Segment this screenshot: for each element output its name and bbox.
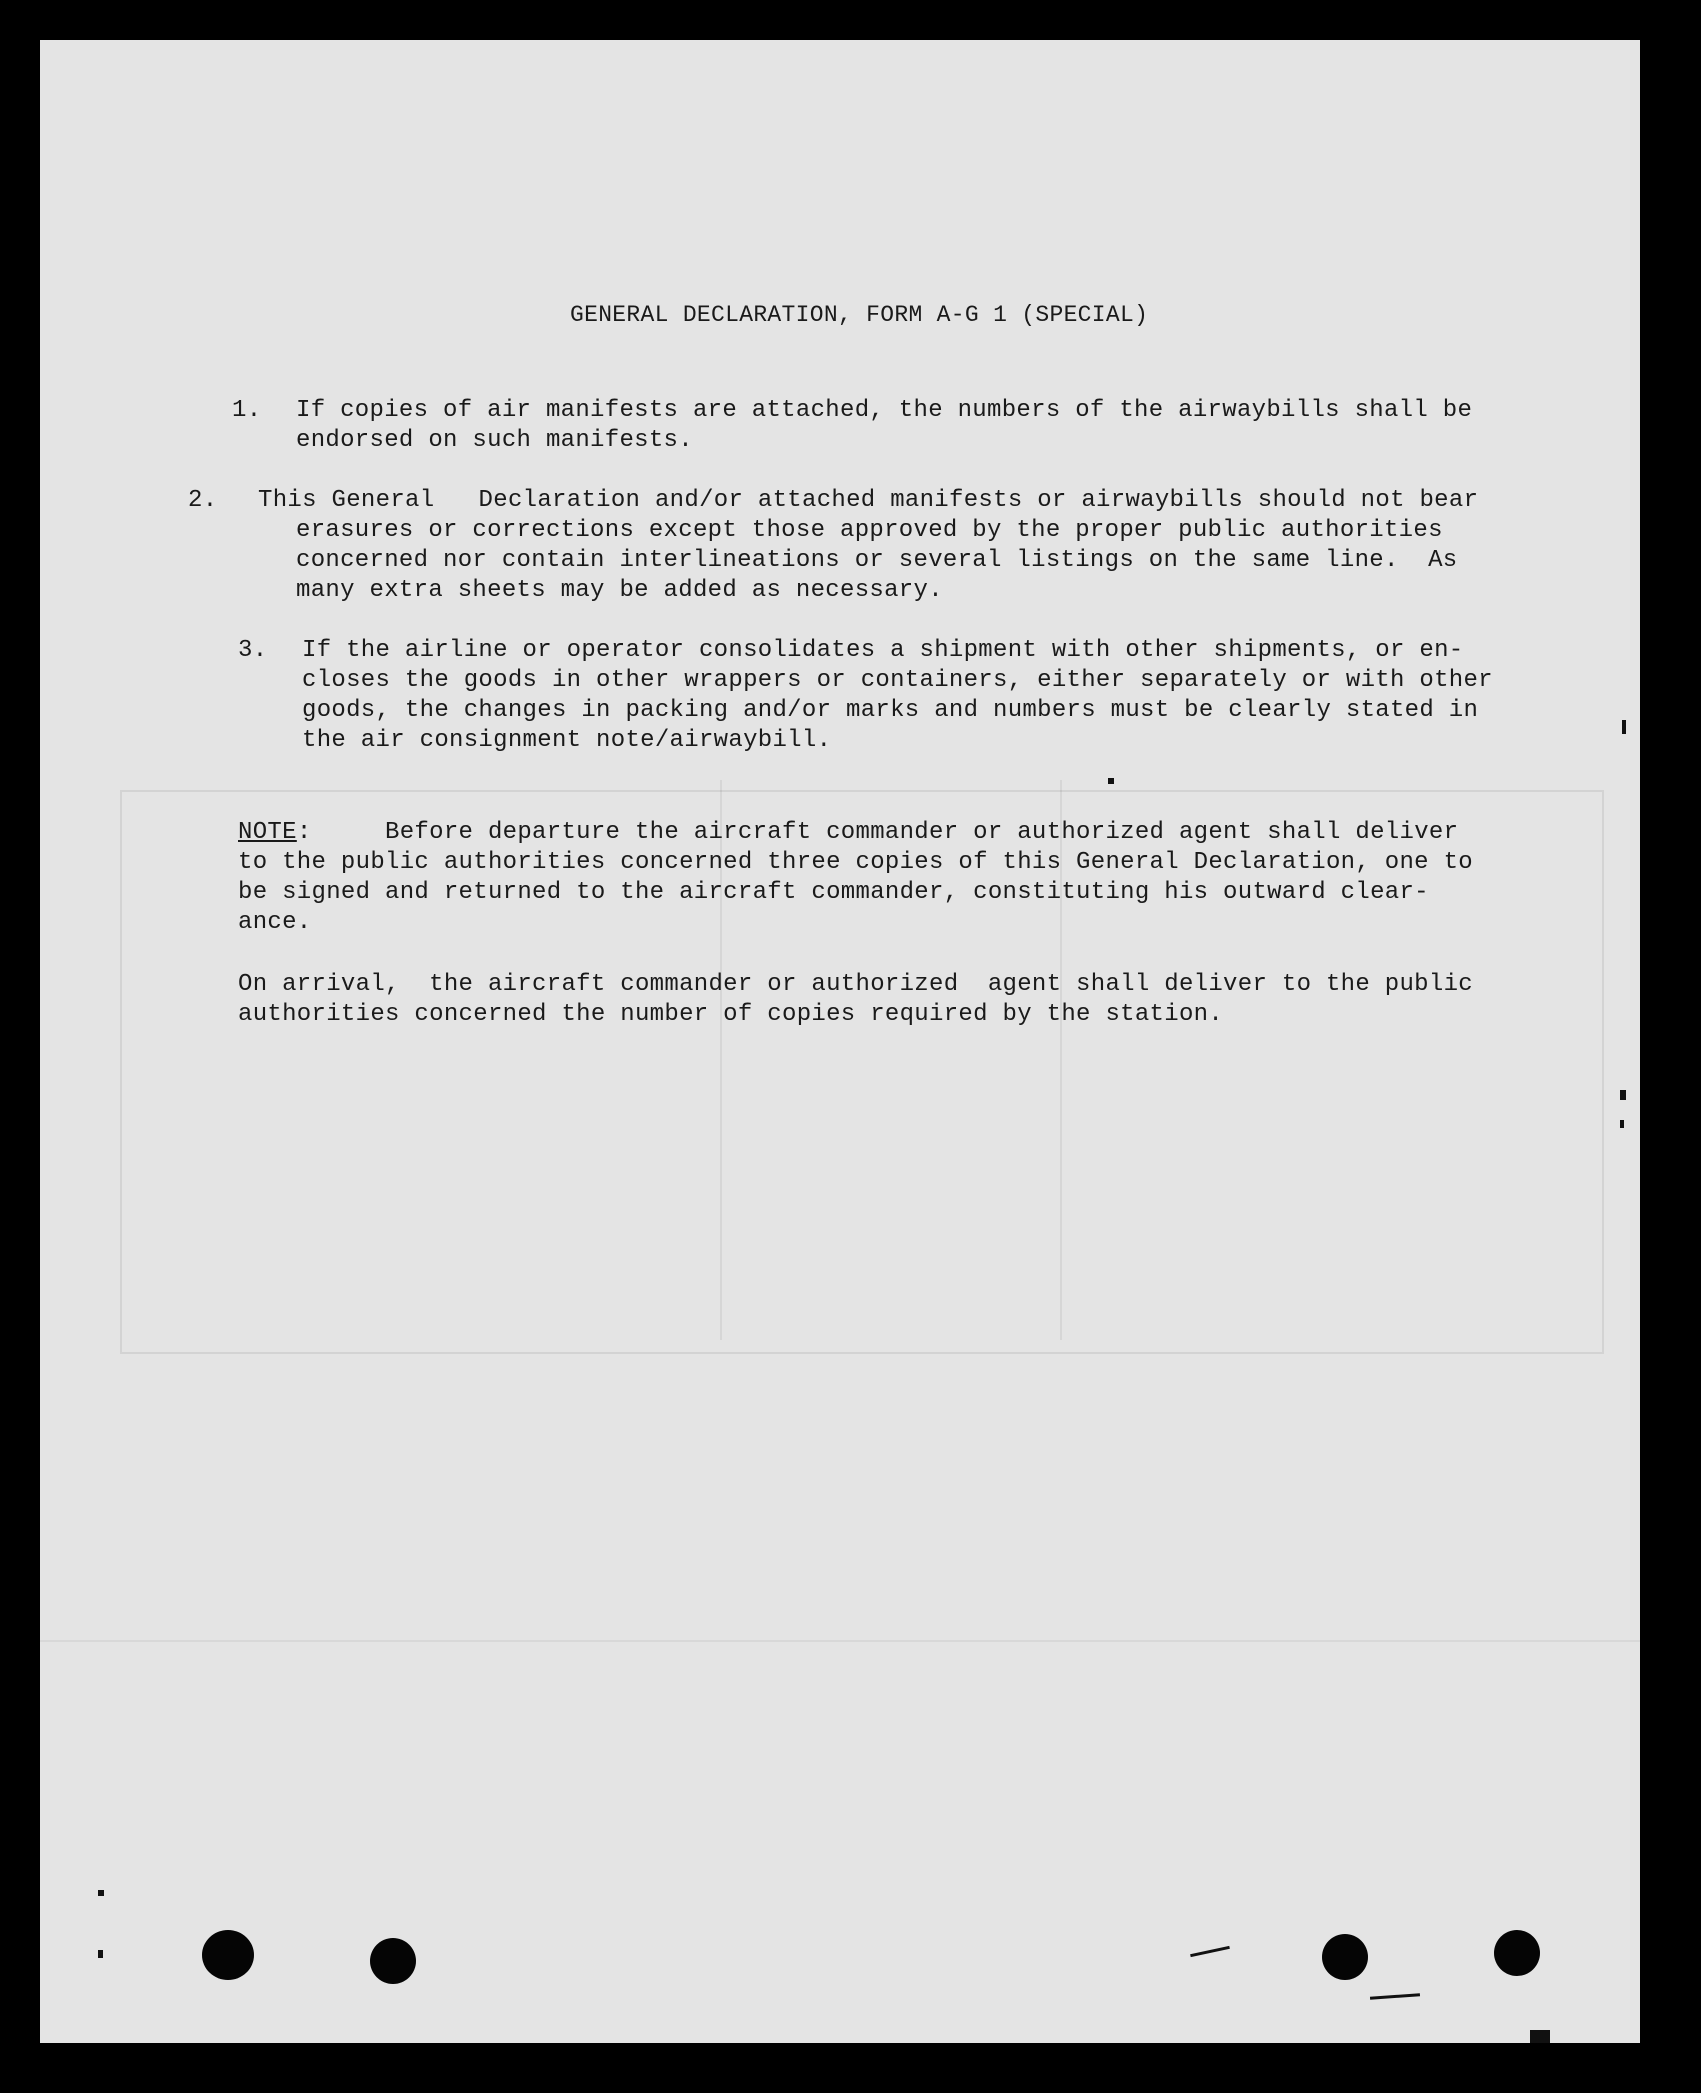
- scan-speck: [1370, 1993, 1420, 1999]
- note-line-4: ance.: [238, 909, 312, 936]
- scan-speck: [1530, 2030, 1550, 2043]
- punch-hole: [1322, 1934, 1368, 1980]
- scan-speck: [98, 1890, 104, 1896]
- item-2-line-2: erasures or corrections except those approved by the proper public authorities: [296, 517, 1443, 544]
- page-title: GENERAL DECLARATION, FORM A-G 1 (SPECIAL): [570, 302, 1149, 328]
- punch-hole: [370, 1938, 416, 1984]
- arrival-line-1: On arrival, the aircraft commander or authorized agent shall deliver to the public: [238, 971, 1473, 998]
- note-line-1: [238, 818, 1458, 848]
- item-2-line-1: This General Declaration and/or attached manifests or airwaybills should not bear: [258, 487, 1479, 514]
- item-1-line-1: If copies of air manifests are attached, the numbers of the airwaybills shall be: [296, 397, 1473, 424]
- bleed-through-line: [40, 1640, 1640, 1642]
- note-label: NOTE: [238, 819, 297, 846]
- punch-hole: [202, 1930, 254, 1980]
- scan-speck: [1622, 720, 1626, 734]
- scan-speck: [1620, 1120, 1624, 1128]
- item-1-line-2: endorsed on such manifests.: [296, 427, 693, 454]
- punch-hole: [1494, 1930, 1540, 1976]
- document-page: [40, 40, 1640, 2043]
- note-line-3: be signed and returned to the aircraft commander, constituting his outward clear-: [238, 879, 1429, 906]
- item-3-line-3: goods, the changes in packing and/or marks and numbers must be clearly stated in: [302, 697, 1479, 724]
- note-text: Before departure the aircraft commander or authorized agent shall deliver: [311, 819, 1459, 846]
- scan-speck: [1190, 1946, 1230, 1957]
- item-3-line-4: the air consignment note/airwaybill.: [302, 727, 832, 754]
- item-number: 3.: [238, 637, 268, 664]
- item-3-line-2: closes the goods in other wrappers or containers, either separately or with other: [302, 667, 1493, 694]
- note-colon: :: [296, 819, 312, 846]
- item-3-line-1: If the airline or operator consolidates a shipment with other shipments, or en-: [302, 637, 1464, 664]
- scan-speck: [1108, 778, 1114, 784]
- scan-speck: [98, 1950, 103, 1958]
- scan-speck: [1620, 1090, 1626, 1100]
- note-line-2: to the public authorities concerned three copies of this General Declaration, one to: [238, 849, 1473, 876]
- item-2-line-3: concerned nor contain interlineations or several listings on the same line. As: [296, 547, 1458, 574]
- item-2-line-4: many extra sheets may be added as necessary.: [296, 577, 943, 604]
- item-number: 2.: [188, 487, 218, 514]
- item-number: 1.: [232, 397, 262, 424]
- arrival-line-2: authorities concerned the number of copies required by the station.: [238, 1001, 1224, 1028]
